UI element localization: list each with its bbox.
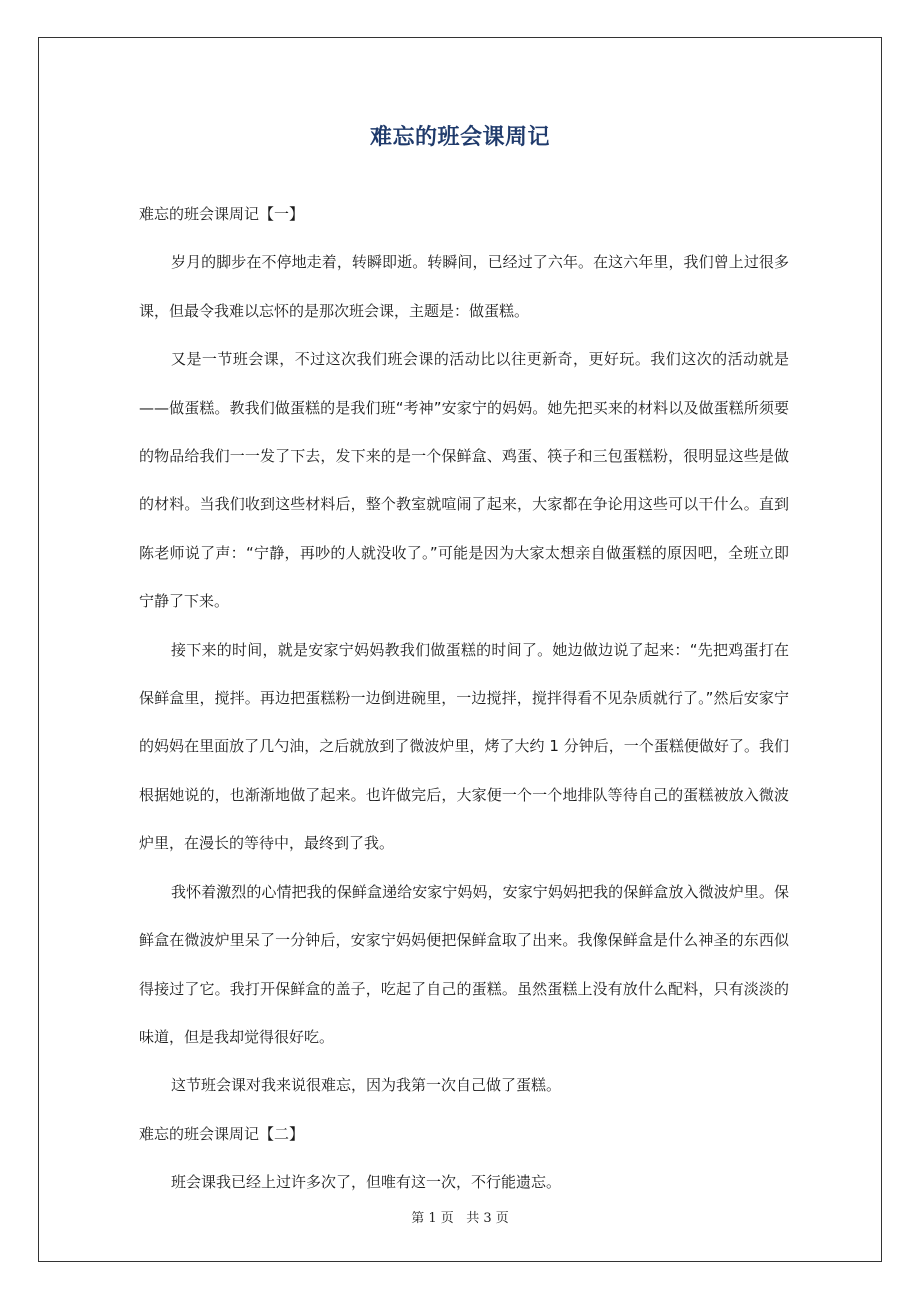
paragraph: 岁月的脚步在不停地走着，转瞬即逝。转瞬间，已经过了六年。在这六年里，我们曾上过很多课，但最令我难以忘怀的是那次班会课，主题是：做蛋糕。 [139, 253, 789, 320]
paragraph: 接下来的时间，就是安家宁妈妈教我们做蛋糕的时间了。她边做边说了起来：“先把鸡蛋打在保鲜盒里，搅拌。再边把蛋糕粉一边倒进碗里，一边搅拌，搅拌得看不见杂质就行了。”然后安家宁的妈妈在里面放了几勺油，之后就放到了微波炉里，烤了大约 1 分钟后，一个蛋糕便做好了。我们根据她说的，也渐渐地做了起来。也许做完后，大家便一个一个地排队等待自己的蛋糕被放入微波炉里，在漫长的等待中，最终到了我。 [139, 640, 789, 853]
paragraph: 我怀着激烈的心情把我的保鲜盒递给安家宁妈妈，安家宁妈妈把我的保鲜盒放入微波炉里。保鲜盒在微波炉里呆了一分钟后，安家宁妈妈便把保鲜盒取了出来。我像保鲜盒是什么神圣的东西似得接过了它。我打开保鲜盒的盖子，吃起了自己的蛋糕。虽然蛋糕上没有放什么配料，只有淡淡的味道，但是我却觉得很好吃。 [139, 882, 789, 1046]
paragraph: 又是一节班会课，不过这次我们班会课的活动比以往更新奇，更好玩。我们这次的活动就是——做蛋糕。教我们做蛋糕的是我们班“考神”安家宁的妈妈。她先把买来的材料以及做蛋糕所须要的物品给我们一一发了下去，发下来的是一个保鲜盒、鸡蛋、筷子和三包蛋糕粉，很明显这些是做的材料。当我们收到这些材料后，整个教室就喧闹了起来，大家都在争论用这些可以干什么。直到陈老师说了声：“宁静，再吵的人就没收了。”可能是因为大家太想亲自做蛋糕的原因吧，全班立即宁静了下来。 [139, 350, 789, 611]
paragraph: 这节班会课对我来说很难忘，因为我第一次自己做了蛋糕。 [171, 1076, 562, 1095]
page-number: 第 1 页 [411, 1211, 454, 1226]
document-title: 难忘的班会课周记 [369, 125, 550, 150]
section-heading-1: 难忘的班会课周记【一】 [139, 205, 305, 223]
paragraph: 班会课我已经上过许多次了，但唯有这一次，不行能遗忘。 [171, 1173, 562, 1192]
section-heading-2: 难忘的班会课周记【二】 [139, 1124, 305, 1143]
page-total: 共 3 页 [466, 1211, 509, 1226]
document-body [139, 190, 789, 1207]
page-footer [0, 1207, 920, 1226]
